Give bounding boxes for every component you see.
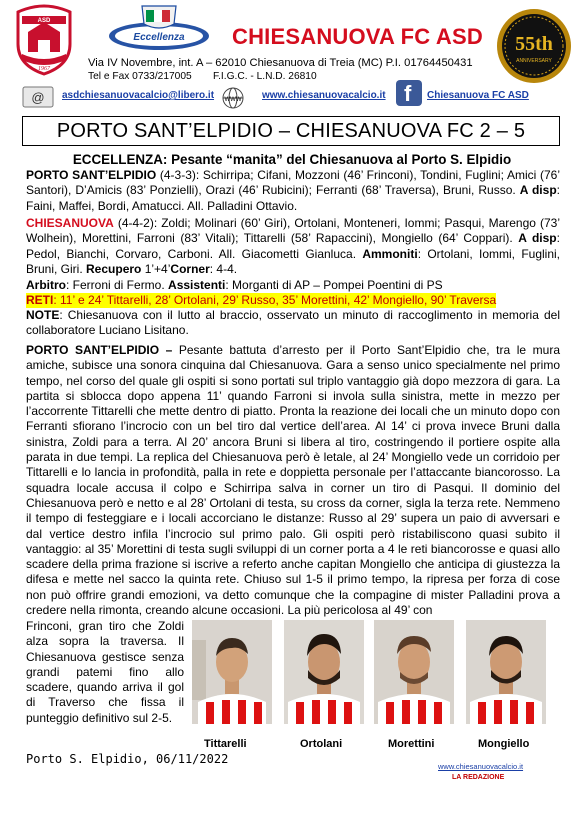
player-name: Morettini	[388, 738, 435, 750]
svg-text:Eccellenza: Eccellenza	[133, 32, 185, 43]
club-crest-icon	[14, 4, 74, 76]
lnd-eccellenza-logo	[106, 2, 212, 54]
player-photo-ortolani	[284, 620, 364, 724]
email-link[interactable]: asdchiesanuovacalcio@libero.it	[62, 90, 215, 101]
contact-links-row	[22, 81, 542, 110]
club-address: Via IV Novembre, int. A – 62010 Chiesanuova di Treia (MC) P.I. 01764450431	[88, 57, 473, 69]
match-title: PORTO SANT’ELPIDIO – CHIESANUOVA FC 2 – 5	[56, 120, 526, 142]
contact-line	[88, 71, 317, 82]
player-name: Mongiello	[478, 738, 530, 750]
officials-line: Arbitro: Ferroni di Fermo. Assistenti: Morganti di AP – Pompei Poentini di PS	[26, 278, 443, 292]
match-title-box	[22, 116, 560, 146]
svg-text:@: @	[31, 90, 45, 105]
svg-text:WWW: WWW	[224, 97, 242, 103]
goals-line: RETI: 11’ e 24’ Tittarelli, 28’ Ortolani, 29’ Russo, 35’ Morettini, 42’ Mongiello, 90’ Traversa	[26, 293, 497, 307]
player-name: Ortolani	[300, 738, 343, 750]
player-name: Tittarelli	[204, 738, 247, 750]
svg-text:ANNIVERSARY: ANNIVERSARY	[516, 58, 552, 64]
globe-icon	[218, 86, 248, 110]
svg-text:ASD: ASD	[37, 18, 51, 24]
home-team-name: PORTO SANT’ELPIDIO	[26, 168, 157, 182]
svg-text:1967: 1967	[38, 66, 50, 72]
editorial-signature: LA REDAZIONE	[452, 774, 505, 781]
player-photo-morettini	[374, 620, 454, 724]
place-date: Porto S. Elpidio, 06/11/2022	[26, 752, 229, 766]
website-link[interactable]: www.chiesanuovacalcio.it	[262, 90, 386, 101]
match-subtitle: ECCELLENZA: Pesante “manita” del Chiesanuova al Porto S. Elpidio	[72, 152, 512, 167]
facebook-link[interactable]: Chiesanuova FC ASD	[427, 90, 529, 101]
article-lead: PORTO SANT’ELPIDIO –	[26, 343, 179, 357]
footer-website-link[interactable]: www.chiesanuovacalcio.it	[438, 762, 524, 771]
away-lineup: CHIESANUOVA (4-4-2): Zoldi; Molinari (60’ Giri), Ortolani, Monteneri, Iommi; Pasqui, Marengo (73’ Wolhein), Morettini, Farroni (83’ Vitali); Tittarelli (58’ Rapaccini), Mongiello (64’ Coppari). A disp: Pedol, Bianchi, Corvaro, Carboni. All. Giacometti Gianluca. Ammoniti: Ortolani, Iommi, Fuglini, Bruni, Giri. Recupero 1’+4’Corner: 4-4.	[26, 216, 560, 277]
club-name: CHIESANUOVA FC ASD	[232, 24, 483, 49]
federation-number: F.I.G.C. - L.N.D. 26810	[213, 71, 317, 82]
55th-anniversary-seal-icon	[494, 6, 574, 86]
article-body: PORTO SANT’ELPIDIO – Pesante battuta d’arresto per il Porto Sant’Elpidio che, tra le mura amiche, subisce una sonora cinquina dal Chiesanuova. Gara a senso unico specialmente nel primo tempo, nel corso del quale gli ospiti si sono portati sul triplo vantaggio già dopo mezzora di gara. La partita si sblocca dopo appena 11’ quando Farroni si invola sulla sinistra, mette in mezzo per l’accorrente Tittarelli che mette dentro di piatto. Pronta la reazione dei locali che un minuto dopo con Ferranti sfiorano l’incrocio con un bel tiro dal vertice dell’area. Al 14’ ci prova invece Bruni dalla sinistra, Zoldi para a terra. Al 20’ ancora Bruni si libera al tiro, costringendo il portiere ospite alla parata in due tempi. La replica del Chiesanuova però è letale, al 24’ Mongiello vede un corridoio per Tittarelli e lo lancia in profondità, palla in rete e doppietta personale per l’attaccante biancorosso. La squadra locale accusa il colpo e Schirripa salva in corner un tiro di Pasqui. Il dominio del Chiesanuova però e netto e al 28’ Ortolani di testa, su cross da corner, sigla la terza rete. Nemmeno il tempo di festeggiare e i locali accorciano le distanze: Russo al 29’ supera un paio di avversari e dal vertice destro infila l’incrocio sul primo palo. Gli ospiti però ristabiliscono quasi subito il vantaggio: al 35’ Morettini di testa sugli sviluppi di un corner porta a 4 le reti biancorosse e quasi allo scadere della prima frazione si iscrive a referto anche capitan Mongiello che anticipa di giustezza la difesa e mette nel sacco la quinta rete. Chiuso sul 1-5 il primo tempo, la ripresa per forza di cose non può offrire grandi emozioni, va detto comunque che la compagine di mister Palladini prova a credere nella rimonta, creando alcune occasioni. La più pericolosa al 49’ con	[26, 343, 560, 618]
phone-fax: Tel e Fax 0733/217005	[88, 71, 192, 82]
home-lineup: PORTO SANT’ELPIDIO (4-3-3): Schirripa; Cifani, Mozzoni (46’ Frinconi), Tondini, Fuglini; Amici (76’ Santori), D’Amicis (83’ Ponzielli), Orazi (46’ Rubicini); Ferranti (68’ Traversa), Bruni, Russo. A disp: Faini, Maffei, Bordi, Amatucci. All. Palladini Ottavio.	[26, 168, 560, 213]
player-photo-tittarelli	[192, 620, 272, 724]
svg-text:55th: 55th	[515, 33, 553, 55]
email-icon	[22, 86, 54, 108]
away-team-name: CHIESANUOVA	[26, 216, 114, 230]
note-line: NOTE: Chiesanuova con il lutto al braccio, osservato un minuto di raccoglimento in memoria del collaboratore Luciano Lisitano.	[26, 308, 560, 338]
facebook-icon: f	[396, 80, 422, 106]
article-tail: Frinconi, gran tiro che Zoldi alza sopra la traversa. Il Chiesanuova gestisce senza grandi patemi fino allo scadere, quando arriva il gol di Traverso che fissa il punteggio definitivo sul 2-5.	[26, 619, 184, 725]
player-photo-mongiello	[466, 620, 546, 724]
